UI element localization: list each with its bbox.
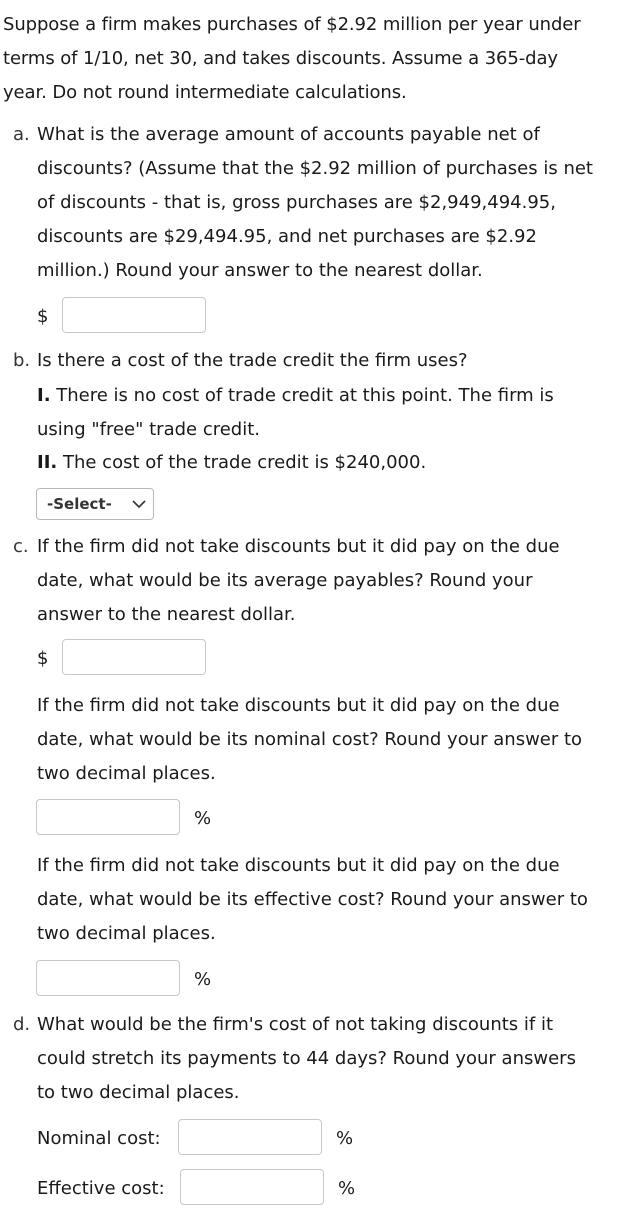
part-c-question-3 [37, 849, 633, 951]
question-line: discounts are $29,494.95, and net purchases are $2.92 [37, 226, 537, 247]
question-line: What is the average amount of accounts payable net of [37, 124, 540, 145]
question-line: discounts? (Assume that the $2.92 million of purchases is net [37, 158, 593, 179]
option-text: The cost of the trade credit is $240,000. [62, 452, 427, 473]
part-c-effective-cost-input[interactable] [36, 960, 180, 996]
part-d-question [37, 1008, 633, 1110]
question-line: to two decimal places. [37, 1082, 240, 1103]
question-line: If the firm did not take discounts but it did pay on the due [37, 695, 560, 716]
part-a [13, 118, 633, 288]
percent-symbol: % [194, 808, 212, 829]
part-b [13, 344, 633, 378]
nominal-cost-label: Nominal cost: [37, 1128, 161, 1149]
part-b-option-2 [37, 446, 633, 480]
part-a-letter: a. [13, 124, 30, 145]
intro-line: year. Do not round intermediate calculations. [3, 82, 407, 103]
option-label: I. [37, 385, 51, 406]
intro-line: terms of 1/10, net 30, and takes discounts. Assume a 365-day [3, 48, 558, 69]
question-line: If the firm did not take discounts but it did pay on the due [37, 855, 560, 876]
percent-symbol: % [338, 1178, 356, 1199]
question-line: date, what would be its effective cost? Round your answer to [37, 889, 588, 910]
effective-cost-label: Effective cost: [37, 1178, 165, 1199]
part-b-letter: b. [13, 350, 31, 371]
part-c-question-1 [37, 530, 633, 632]
part-c-letter: c. [13, 536, 29, 557]
part-b-select-dropdown[interactable] [36, 488, 154, 520]
part-b-question: Is there a cost of the trade credit the firm uses? [37, 350, 468, 371]
part-b-option-1 [37, 379, 633, 447]
question-line: If the firm did not take discounts but it did pay on the due [37, 536, 560, 557]
part-d-nominal-cost-input[interactable] [178, 1119, 322, 1155]
part-c-nominal-cost-input[interactable] [36, 799, 180, 835]
part-d [13, 1008, 633, 1110]
part-c [13, 530, 633, 632]
problem-intro [3, 8, 635, 110]
option-text: There is no cost of trade credit at this point. The firm is [56, 385, 554, 406]
part-d-effective-cost-input[interactable] [180, 1169, 324, 1205]
question-line: of discounts - that is, gross purchases are $2,949,494.95, [37, 192, 556, 213]
question-line: two decimal places. [37, 923, 216, 944]
chevron-down-icon [131, 496, 147, 512]
currency-symbol: $ [37, 648, 49, 669]
question-line: two decimal places. [37, 763, 216, 784]
option-label: II. [37, 452, 58, 473]
select-value: -Select- [47, 495, 112, 513]
currency-symbol: $ [37, 306, 49, 327]
question-line: million.) Round your answer to the nearest dollar. [37, 260, 483, 281]
question-line: date, what would be its average payables? Round your [37, 570, 533, 591]
part-d-letter: d. [13, 1014, 31, 1035]
percent-symbol: % [336, 1128, 354, 1149]
question-line: date, what would be its nominal cost? Round your answer to [37, 729, 583, 750]
question-line: could stretch its payments to 44 days? Round your answers [37, 1048, 576, 1069]
part-c-average-payables-input[interactable] [62, 639, 206, 675]
question-line: answer to the nearest dollar. [37, 604, 296, 625]
part-c-question-2 [37, 689, 633, 791]
question-line: What would be the firm's cost of not taking discounts if it [37, 1014, 554, 1035]
percent-symbol: % [194, 969, 212, 990]
part-a-question [37, 118, 633, 288]
option-text: using "free" trade credit. [37, 419, 261, 440]
part-a-answer-input[interactable] [62, 297, 206, 333]
intro-line: Suppose a firm makes purchases of $2.92 million per year under [3, 14, 581, 35]
